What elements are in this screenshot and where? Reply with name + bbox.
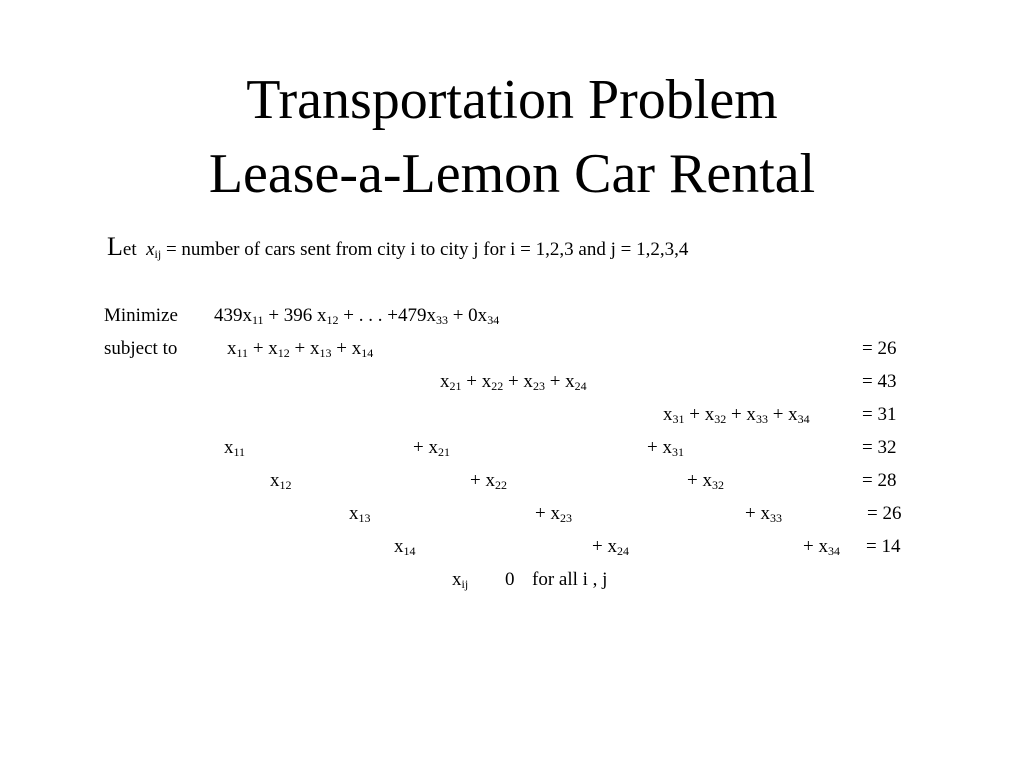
constraints-label: subject to — [104, 338, 178, 359]
demand-3-term-c: + $x_{33}$ — [745, 503, 782, 525]
slide-title-line-1: Transportation Problem — [246, 69, 778, 131]
demand-3-term-a: $x_{13}$ — [349, 503, 371, 525]
demand-2-term-b: + $x_{22}$ — [470, 470, 507, 492]
demand-1-rhs: = 32 — [862, 437, 897, 458]
supply-constraint-2-rhs: = 43 — [862, 371, 897, 392]
demand-3-term-b: + $x_{23}$ — [535, 503, 572, 525]
nonneg-var: $x_{ij}$ — [452, 569, 469, 591]
supply-constraint-3: $x_{31} + x_{32} + x_{33} + x_{34}$ — [663, 404, 810, 426]
demand-4-term-c: + $x_{34}$ — [803, 536, 840, 558]
slide-title-line-2: Lease-a-Lemon Car Rental — [208, 143, 816, 205]
objective-function: $439x_{11} + 396$ $x_{12}$ + . . . $+479x_{33} + 0x_{34}$ — [214, 305, 500, 327]
def-var-sub: ij — [154, 247, 162, 261]
demand-4-term-a: $x_{14}$ — [394, 536, 416, 558]
demand-2-term-a: $x_{12}$ — [270, 470, 292, 492]
supply-constraint-2: $x_{21} + x_{22} + x_{23} + x_{24}$ — [440, 371, 587, 393]
demand-1-term-c: + $x_{31}$ — [647, 437, 684, 459]
supply-constraint-1-rhs: = 26 — [862, 338, 897, 359]
demand-4-rhs: = 14 — [866, 536, 901, 557]
demand-1-term-a: $x_{11}$ — [224, 437, 246, 459]
demand-3-rhs: = 26 — [867, 503, 902, 524]
nonneg-relation: 0 — [505, 569, 515, 590]
demand-2-rhs: = 28 — [862, 470, 897, 491]
let-rest: et — [122, 239, 137, 260]
demand-4-term-b: + $x_{24}$ — [592, 536, 629, 558]
def-text: = number of cars sent from city i to city j for i = 1,2,3 and j = 1,2,3,4 — [165, 239, 689, 260]
nonneg-text: for all i , j — [532, 569, 608, 590]
supply-constraint-3-rhs: = 31 — [862, 404, 897, 425]
demand-1-term-b: + $x_{21}$ — [413, 437, 450, 459]
objective-label: Minimize — [104, 305, 178, 326]
supply-constraint-1: $x_{11} + x_{12} + x_{13} + x_{14}$ — [227, 338, 374, 360]
variable-definition — [107, 234, 688, 260]
let-initial: L — [107, 232, 123, 261]
demand-2-term-c: + $x_{32}$ — [687, 470, 724, 492]
def-var: x — [146, 239, 155, 260]
